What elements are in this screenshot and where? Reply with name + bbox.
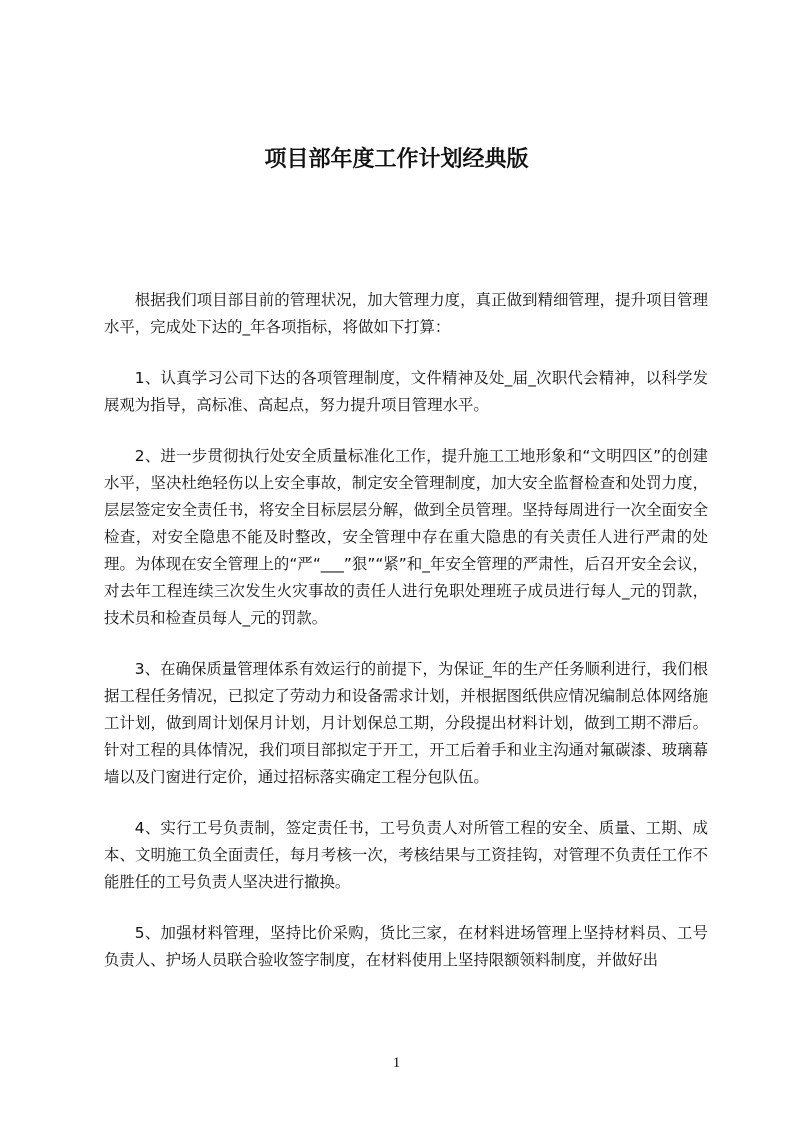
paragraph-item-4: 4、实行工号负责制，签定责任书，工号负责人对所管工程的安全、质量、工期、成本、文明施工负全面责任，每月考核一次，考核结果与工资挂钩，对管理不负责任工作不能胜任的工号负责人坚决进行撤换。: [104, 819, 708, 891]
paragraph-item-2: 2、进一步贯彻执行处安全质量标准化工作，提升施工工地形象和“文明四区”的创建水平，坚决杜绝轻伤以上安全事故，制定安全管理制度，加大安全监督检查和处罚力度，层层签定安全责任书，将安全目标层层分解，做到全员管理。坚持每周进行一次全面安全检查，对安全隐患不能及时整改，安全管理中存在重大隐患的有关责任人进行严肃的处理。为体现在安全管理上的“严“___”狠”“紧”和_年安全管理的严肃性，后召开安全会议，对去年工程连续三次发生火灾事故的责任人进行免职处理班子成员进行每人_元的罚款，技术员和检查员每人_元的罚款。: [104, 447, 708, 627]
paragraph-item-5: 5、加强材料管理，坚持比价采购，货比三家，在材料进场管理上坚持材料员、工号负责人、护场人员联合验收签字制度，在材料使用上坚持限额领料制度，并做好出: [104, 924, 708, 969]
paragraph-intro: 根据我们项目部目前的管理状况，加大管理力度，真正做到精细管理，提升项目管理水平，完成处下达的_年各项指标，将做如下打算：: [104, 291, 708, 336]
page-number: 1: [392, 1055, 401, 1071]
paragraph-item-3: 3、在确保质量管理体系有效运行的前提下，为保证_年的生产任务顺利进行，我们根据工程任务情况，已拟定了劳动力和设备需求计划，并根据图纸供应情况编制总体网络施工计划，做到周计划保月计划，月计划保总工期，分段提出材料计划，做到工期不滞后。针对工程的具体情况，我们项目部拟定于开工，开工后着手和业主沟通对氟碳漆、玻璃幕墙以及门窗进行定价，通过招标落实确定工程分包队伍。: [104, 660, 708, 786]
document-title: 项目部年度工作计划经典版: [264, 147, 529, 172]
document-body: [104, 287, 708, 998]
paragraph-item-1: 1、认真学习公司下达的各项管理制度，文件精神及处_届_次职代会精神，以科学发展观为指导，高标准、高起点，努力提升项目管理水平。: [104, 369, 708, 414]
